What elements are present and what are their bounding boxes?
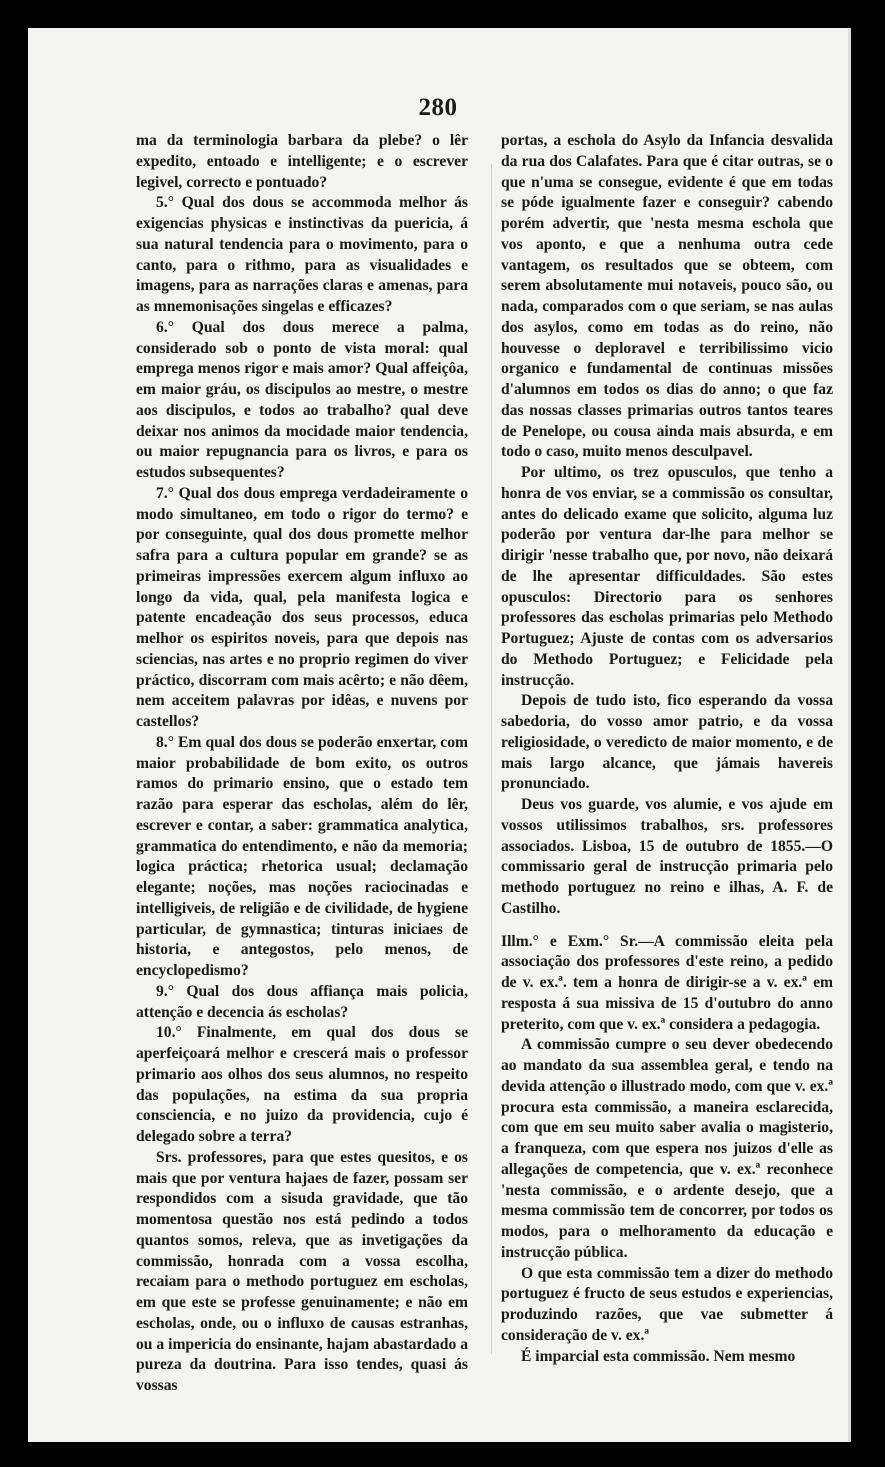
left-paragraph-7: 10.° Finalmente, em qual dos dous se aperfeiçoará melhor e crescerá mais o professor primario aos olhos dos seus alumnos, no respeito das populações, na estima da sua propria consciencia, e no juizo da providencia, cujo é delegado sobre a terra? [136, 1024, 468, 1145]
right-paragraph-1: portas, a eschola do Asylo da Infancia desvalida da rua dos Calafates. Para que é citar outras, se o que n'uma se consegue, evidente é que em todas se póde igualmente fazer e conseguir? cabendo porém advertir, que 'nesta mesma eschola que vos aponto, e que a nenhuma outra cede vantagem, os resultados que se obteem, com serem absolutamente mui notaveis, pouco são, ou nada, comparados com o que seriam, se nas aulas dos asylos, como em todas as do reino, não houvesse o deploravel e terribilissimo vicio organico e fundamental de continuas missões d'alumnos em todos os dias do anno; o que faz das nossas classes primarias outros tantos teares de Penelope, ou cousa ainda mais absurda, e em todo o caso, muito menos desculpavel. [501, 132, 833, 461]
right-paragraph-7: O que esta commissão tem a dizer do methodo portuguez é fructo de seus estudos e experiencias, produzindo razões, que vae submetter á consideração de v. ex.ª [501, 1264, 833, 1344]
right-paragraph-5: Illm.° e Exm.° Sr.—A commissão eleita pela associação dos professores d'este reino, a pedido de v. ex.ª. tem a honra de dirigir-se a v. ex.ª em resposta á sua missiva de 15 d'outubro do anno preterito, com que v. ex.ª considera a pedagogia. [501, 932, 833, 1033]
right-paragraph-6: A commissão cumpre o seu dever obedecendo ao mandato da sua assemblea geral, e tendo na devida attenção o illustrado modo, com que v. ex.ª procura esta commissão, a maneira esclarecida, com que em seu muito saber avalia o magisterio, a franqueza, com que espera nos juizos d'elle as allegações de competencia, que v. ex.ª reconhece 'nesta commissão, e o ardente desejo, que a mesma commissão tem de concorrer, por todos os modos, para o melhoramento da educação e instrucção pública. [501, 1036, 833, 1261]
left-paragraph-1: ma da terminologia barbara da plebe? o lêr expedito, entoado e intelligente; e o escrever legivel, correcto e pontuado? [136, 132, 468, 191]
page-sheet [28, 28, 851, 1442]
left-paragraph-3: 6.° Qual dos dous merece a palma, considerado sob o ponto de vista moral: qual emprega menos rigor e mais amor? Qual affeiçôa, em maior gráu, os discipulos ao mestre, o mestre aos discipulos, e todos ao trabalho? qual deve deixar nos animos da mocidade maior tendencia, ou maior repugnancia para os livros, e para os estudos subsequentes? [136, 318, 468, 481]
left-paragraph-4: 7.° Qual dos dous emprega verdadeiramente o modo simultaneo, em todo o rigor do termo? e por conseguinte, qual dos dous promette melhor safra para a cultura popular em grande? se as primeiras impressões exercem algum influxo ao longo da vida, qual, pela manifesta logica e patente encadeação dos seus processos, educa melhor os espiritos noveis, para que depois nas sciencias, nas artes e no proprio regimen do viver práctico, discorram com mais acêrto; e não dêem, nem acceitem palavras por idêas, e nuvens por castellos? [136, 484, 468, 730]
left-paragraph-8: Srs. professores, para que estes quesitos, e os mais que por ventura hajaes de fazer, possam ser respondidos com a sisuda gravidade, que tão momentosa questão nos está pedindo a todos quantos somos, releva, que as invetigações da commissão, honrada com a vossa escolha, recaiam para o methodo portuguez em escholas, em que este se professe genuinamente; e não em escholas, onde, ou o influxo de causas estranhas, ou a impericia do ensinante, hajam abastardado a pureza da doutrina. Para isso tendes, quasi ás vossas [136, 1148, 468, 1394]
page-number: 280 [418, 94, 458, 121]
right-paragraph-3: Depois de tudo isto, fico esperando da vossa sabedoria, do vosso amor patrio, e da vossa religiosidade, o veredicto de maior momento, e de mais largo alcance, que jámais havereis pronunciado. [501, 692, 833, 793]
left-paragraph-2: 5.° Qual dos dous se accommoda melhor ás exigencias physicas e instinctivas da puericia, á sua natural tendencia para o movimento, para o canto, para o rithmo, para as visualidades e imagens, para as narrações claras e amenas, para as mnemonisações singelas e efficazes? [136, 194, 468, 315]
right-column [501, 131, 833, 1367]
left-paragraph-6: 9.° Qual dos dous affiança mais policia, attenção e decencia ás escholas? [136, 982, 468, 1021]
right-paragraph-4: Deus vos guarde, vos alumie, e vos ajude em vossos utilissimos trabalhos, srs. professores associados. Lisboa, 15 de outubro de 1855.—O commissario geral de instrucção primaria pelo methodo portuguez no reino e ilhas, A. F. de Castilho. [501, 796, 833, 917]
right-paragraph-8: É imparcial esta commissão. Nem mesmo [521, 1347, 796, 1365]
right-paragraph-2: Por ultimo, os trez opusculos, que tenho a honra de vos enviar, se a commissão os consultar, antes do delicado exame que solicito, alguma luz poderão por ventura dar-lhe para melhor se dirigir 'nesse trabalho que, por novo, não deixará de lhe apresentar difficuldades. São estes opusculos: Directorio para os senhores professores das escholas primarias pelo Methodo Portuguez; Ajuste de contas com os adversarios do Methodo Portuguez; e Felicidade pela instrucção. [501, 464, 833, 689]
left-paragraph-5: 8.° Em qual dos dous se poderão enxertar, com maior probabilidade de bom exito, os outros ramos do primario ensino, que o estado tem razão para esperar das escholas, além do lêr, escrever e contar, a saber: grammatica analytica, grammatica do entendimento, e não da memoria; logica práctica; rhetorica usual; declamação elegante; noções, mas noções raciocinadas e intelligiveis, de religião e de civilidade, de hygiene particular, de gymnastica; tinturas iniciaes de historia, e antegostos, pelo menos, de encyclopedismo? [136, 733, 468, 979]
left-column [136, 131, 468, 1397]
column-divider [491, 164, 492, 1354]
